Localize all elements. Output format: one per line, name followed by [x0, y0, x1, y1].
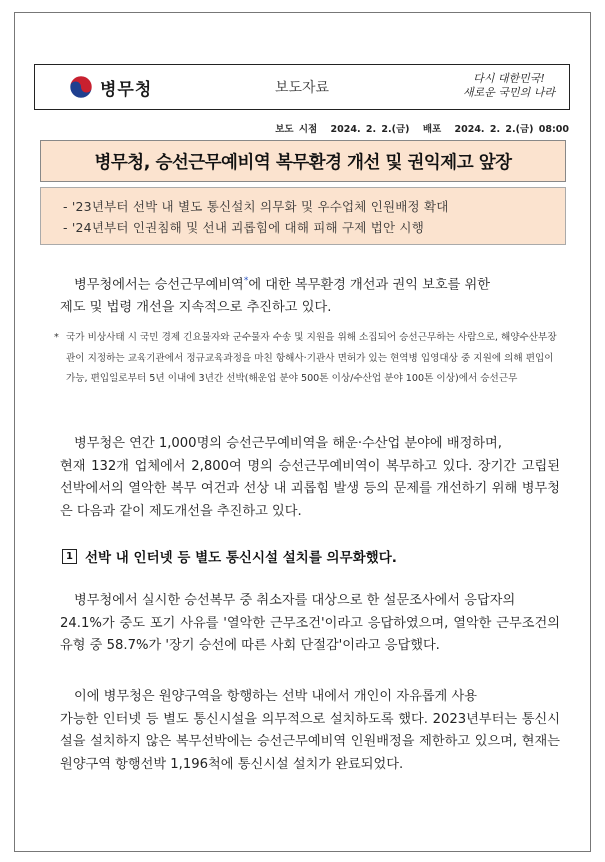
subtitle-box — [40, 187, 566, 245]
agency-name: 병무청 — [100, 79, 153, 100]
headline: 병무청, 승선근무예비역 복무환경 개선 및 권익제고 앞장 — [40, 140, 566, 182]
taegeuk-icon — [69, 75, 93, 99]
paragraph-4 — [60, 686, 560, 776]
footnote — [54, 328, 564, 390]
subtitle-line: - '24년부터 인권침해 및 선내 괴롭힘에 대해 피해 구제 법안 시행 — [63, 220, 424, 235]
slogan-line2: 새로운 국민의 나라 — [462, 86, 555, 99]
paragraph-3 — [60, 590, 560, 658]
slogan-line1: 다시 대한민국! — [473, 72, 545, 85]
section-heading — [62, 546, 397, 566]
release-timing — [267, 121, 569, 135]
slogan — [459, 72, 559, 100]
intro-paragraph — [60, 270, 560, 319]
intro-line1: 병무청에서는 승선근무예비역*에 대한 복무환경 개선과 권익 보호를 위한 — [74, 276, 491, 293]
subtitle-line: - '23년부터 선박 내 별도 통신설치 의무화 및 우수업체 인원배정 확대 — [63, 199, 449, 214]
paragraph-3-rest: 24.1%가 중도 포기 사유를 '열악한 근무조건'이라고 응답하였으며, 열악한 근무조건의 유형 중 58.7%가 '장기 승선에 따른 사회 단절감'이라고 응답했다. — [60, 615, 560, 653]
doc-type: 보도자료 — [274, 80, 330, 96]
report-date: 2024. 2. 2.(금) — [330, 124, 410, 135]
agency-logo — [69, 75, 152, 100]
footnote-ref: * — [243, 276, 249, 286]
distribute-date: 2024. 2. 2.(금) 08:00 — [454, 124, 569, 135]
paragraph-4-line1: 이에 병무청은 원양구역을 항행하는 선박 내에서 개인이 자유롭게 사용 — [74, 689, 477, 704]
paragraph-3-line1: 병무청에서 실시한 승선복무 중 취소자를 대상으로 한 설문조사에서 응답자의 — [74, 593, 516, 608]
paragraph-2-line1: 병무청은 연간 1,000명의 승선근무예비역을 해운·수산업 분야에 배정하며, — [74, 436, 502, 451]
report-label: 보도 시점 — [275, 124, 318, 135]
section-number: 1 — [62, 549, 77, 564]
distribute-label: 배포 — [422, 124, 442, 135]
paragraph-2-rest: 현재 132개 업체에서 2,800여 명의 승선근무예비역이 복무하고 있다. 장기간 고립된 선박에서의 열악한 복무 여건과 선상 내 괴롭힘 발생 등의 문제를 개선하기 위해 병무청은 다음과 같이 제도개선을 추진하고 있다. — [60, 458, 560, 519]
section-heading-text: 선박 내 인터넷 등 별도 통신시설 설치를 의무화했다. — [85, 550, 397, 566]
footnote-text: 국가 비상사태 시 국민 경제 긴요물자와 군수물자 수송 및 지원을 위해 소집되어 승선근무하는 사람으로, 해양수산부장관이 지정하는 교육기관에서 정규교육과정을 마친 항해사·기관사 면허가 있는 현역병 입영대상 중 지원에 의해 편입이 가능, 편입일로부터 5년 이내에 3년간 선박(해운업 분야 500톤 이상/수산업 분야 100톤 이상)에서 승선근무 — [66, 332, 557, 384]
footnote-mark: * — [54, 332, 59, 343]
paragraph-4-rest: 가능한 인터넷 등 별도 통신시설을 의무적으로 설치하도록 했다. 2023년부터는 통신시설을 설치하지 않은 복무선박에는 승선근무예비역 인원배정을 제한하고 있으며, 현재는 원양구역 항행선박 1,196척에 통신시설 설치가 완료되었다. — [60, 711, 560, 772]
paragraph-2 — [60, 433, 560, 523]
press-release-header — [34, 64, 570, 110]
intro-line2: 제도 및 법령 개선을 지속적으로 추진하고 있다. — [60, 299, 332, 315]
